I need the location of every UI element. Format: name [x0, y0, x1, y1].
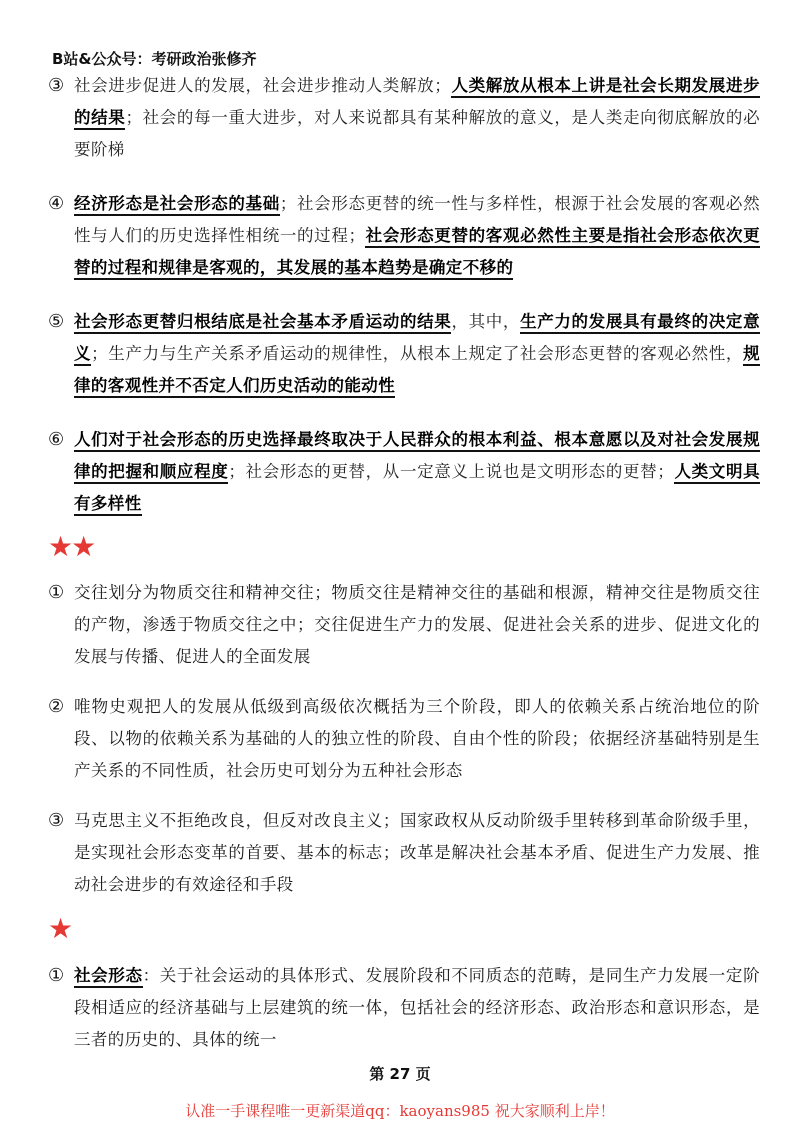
body-text: ；社会的每一重大进步，对人来说都具有某种解放的意义，是人类走向彻底解放的必要阶梯	[74, 108, 760, 159]
body-text: ：关于社会运动的具体形式、发展阶段和不同质态的范畴，是同生产力发展一定阶段相适应的经济基础与上层建筑的统一体，包括社会的经济形态、政治形态和意识形态，是三者的历史的、具体的统一	[74, 966, 760, 1049]
highlighted-text: 社会形态	[74, 966, 143, 988]
body-text: 马克思主义不拒绝改良，但反对改良主义；国家政权从反动阶级手里转移到革命阶级手里，是实现社会形态变革的首要、基本的标志；改革是解决社会基本矛盾、促进生产力发展、推动社会进步的有效途径和手段	[74, 811, 760, 894]
item-number: ④	[48, 193, 65, 214]
one-star-section	[48, 960, 760, 1056]
highlighted-text: 社会形态更替归根结底是社会基本矛盾运动的结果	[74, 312, 451, 334]
list-item	[48, 188, 760, 284]
body-text: 交往划分为物质交往和精神交往；物质交往是精神交往的基础和根源，精神交往是物质交往的产物，渗透于物质交往之中；交往促进生产力的发展、促进社会关系的进步、促进文化的发展与传播、促进人的全面发展	[74, 583, 760, 666]
list-item	[48, 960, 760, 1056]
highlighted-text: 社会形态更替的客观必然性主要是指社会形态依次更替的过程和规律是客观的，其发展的基本趋势是确定不移的	[74, 226, 760, 280]
item-number: ⑥	[48, 429, 65, 450]
item-number: ①	[48, 965, 65, 986]
item-number: ②	[48, 696, 65, 717]
list-item	[48, 306, 760, 402]
footer-note: 认准一手课程唯一更新渠道qq：kaoyans985 祝大家顺利上岸！	[185, 1102, 615, 1120]
item-number: ③	[48, 810, 65, 831]
two-star-rating: ★★	[48, 530, 95, 563]
highlighted-text: 经济形态是社会形态的基础	[74, 194, 280, 216]
list-item	[48, 805, 760, 901]
highlighted-text: 生产力的发展具有最终的决定意义	[74, 312, 760, 366]
list-item	[48, 691, 760, 787]
body-text: ；社会形态的更替，从一定意义上说也是文明形态的更替；	[228, 462, 675, 481]
item-number: ①	[48, 582, 65, 603]
highlighted-text: 人类解放从根本上讲是社会长期发展进步的结果	[74, 76, 760, 130]
item-number: ③	[48, 75, 65, 96]
two-star-section	[48, 577, 760, 901]
source-header: B站&公众号：考研政治张修齐	[52, 50, 257, 68]
list-item	[48, 424, 760, 520]
highlighted-text: 人们对于社会形态的历史选择最终取决于人民群众的根本利益、根本意愿以及对社会发展规律的把握和顺应程度	[74, 430, 760, 484]
list-item	[48, 577, 760, 673]
body-text: 唯物史观把人的发展从低级到高级依次概括为三个阶段，即人的依赖关系占统治地位的阶段、以物的依赖关系为基础的人的独立性的阶段、自由个性的阶段；依据经济基础特别是生产关系的不同性质，社会历史可划分为五种社会形态	[74, 697, 760, 780]
body-text: ，其中，	[451, 312, 521, 331]
item-number: ⑤	[48, 311, 65, 332]
page-number: 第 27 页	[369, 1065, 431, 1083]
list-item	[48, 70, 760, 166]
highlighted-text: 人类文明具有多样性	[74, 462, 760, 516]
body-text: 社会进步促进人的发展，社会进步推动人类解放；	[74, 76, 452, 95]
body-text: ；生产力与生产关系矛盾运动的规律性，从根本上规定了社会形态更替的客观必然性，	[91, 344, 744, 363]
highlighted-text: 规律的客观性并不否定人们历史活动的能动性	[74, 344, 760, 398]
one-star-rating: ★	[48, 912, 72, 945]
three-star-section	[48, 70, 760, 520]
body-text: ；社会形态更替的统一性与多样性，根源于社会发展的客观必然性与人们的历史选择性相统一的过程；	[74, 194, 760, 245]
